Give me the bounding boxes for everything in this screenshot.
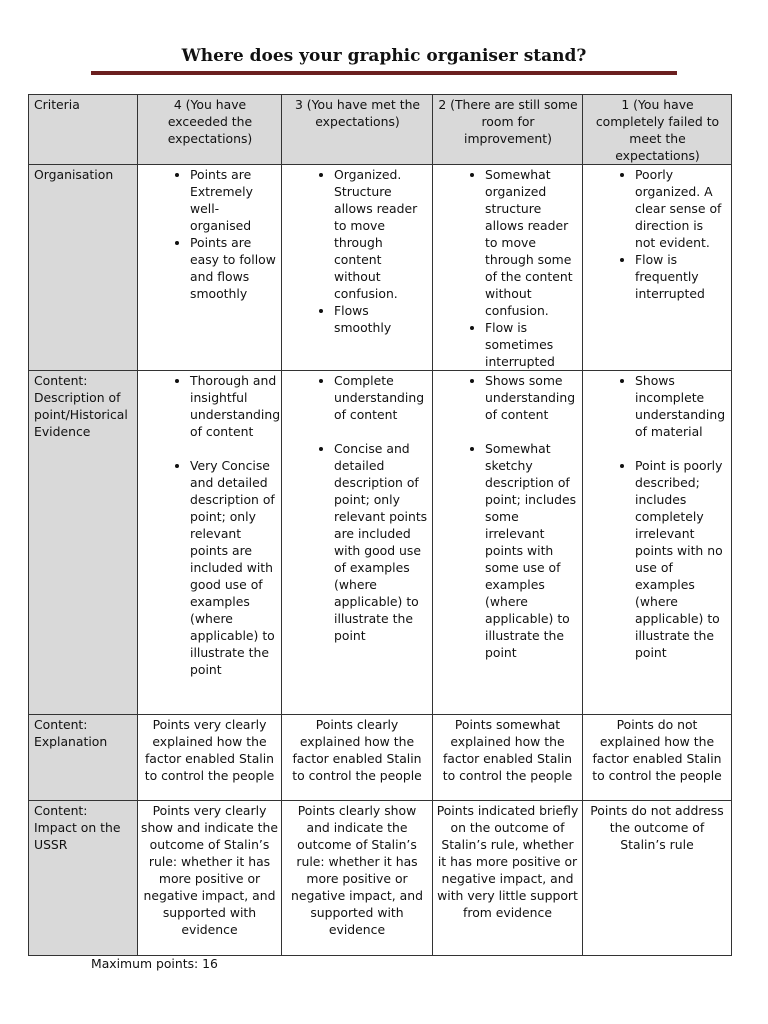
list-item: • Shows incomplete understanding of material <box>635 372 727 440</box>
header-score-4: 4 (You have exceeded the expectations) <box>138 95 282 165</box>
list-item: • Points are easy to follow and flows smoothly <box>190 234 277 302</box>
list-item: • Complete understanding of content <box>334 372 428 423</box>
cell-organisation-3 <box>282 165 433 371</box>
header-score-1: 1 (You have completely failed to meet the expectations) <box>583 95 732 165</box>
rubric-table <box>28 94 732 956</box>
list-item: • Very Concise and detailed description of point; only relevant points are included with good use of examples (where applicable) to illustrate the point <box>190 457 277 678</box>
criterion-organisation: Organisation <box>29 165 138 371</box>
list-item: • Flow is sometimes interrupted <box>485 319 578 370</box>
list-item: • Point is poorly described; includes completely irrelevant points with no use of examples (where applicable) to illustrate the point <box>635 457 727 661</box>
cell-description-3 <box>282 371 433 715</box>
list-item: • Organized. Structure allows reader to move through content without confusion. <box>334 166 428 302</box>
title-underline <box>91 71 677 75</box>
cell-explanation-1: Points do not explained how the factor enabled Stalin to control the people <box>583 715 732 801</box>
cell-impact-1: Points do not address the outcome of Stalin’s rule <box>583 801 732 956</box>
list-item: • Concise and detailed description of point; only relevant points are included with good use of examples (where applicable) to illustrate the point <box>334 440 428 644</box>
cell-explanation-4: Points very clearly explained how the factor enabled Stalin to control the people <box>138 715 282 801</box>
list-item: • Shows some understanding of content <box>485 372 578 423</box>
cell-impact-2: Points indicated briefly on the outcome of Stalin’s rule, whether it has more positive or negative impact, and with very little support from evidence <box>433 801 583 956</box>
cell-organisation-2 <box>433 165 583 371</box>
criterion-description: Content: Description of point/Historical Evidence <box>29 371 138 715</box>
cell-explanation-2: Points somewhat explained how the factor enabled Stalin to control the people <box>433 715 583 801</box>
row-description <box>29 371 732 715</box>
criterion-explanation: Content: Explanation <box>29 715 138 801</box>
criterion-impact: Content: Impact on the USSR <box>29 801 138 956</box>
list-item: • Poorly organized. A clear sense of direction is not evident. <box>635 166 727 251</box>
cell-organisation-1 <box>583 165 732 371</box>
cell-explanation-3: Points clearly explained how the factor enabled Stalin to control the people <box>282 715 433 801</box>
cell-description-1 <box>583 371 732 715</box>
row-organisation <box>29 165 732 371</box>
page-title: Where does your graphic organiser stand? <box>181 46 587 66</box>
list-item: • Flow is frequently interrupted <box>635 251 727 302</box>
list-item: • Somewhat sketchy description of point; includes some irrelevant points with some use of examples (where applicable) to illustrate the point <box>485 440 578 661</box>
cell-impact-3: Points clearly show and indicate the outcome of Stalin’s rule: whether it has more positive or negative impact, and supported with evidence <box>282 801 433 956</box>
list-item: • Thorough and insightful understanding of content <box>190 372 277 440</box>
maximum-points: Maximum points: 16 <box>91 956 218 971</box>
cell-organisation-4 <box>138 165 282 371</box>
cell-description-4 <box>138 371 282 715</box>
cell-impact-4: Points very clearly show and indicate the outcome of Stalin’s rule: whether it has more positive or negative impact, and supported with evidence <box>138 801 282 956</box>
row-explanation <box>29 715 732 801</box>
row-impact <box>29 801 732 956</box>
cell-description-2 <box>433 371 583 715</box>
list-item: • Points are Extremely well-organised <box>190 166 277 234</box>
header-criteria: Criteria <box>29 95 138 165</box>
list-item: • Somewhat organized structure allows reader to move through some of the content without confusion. <box>485 166 578 319</box>
header-score-2: 2 (There are still some room for improvement) <box>433 95 583 165</box>
list-item: • Flows smoothly <box>334 302 428 336</box>
header-score-3: 3 (You have met the expectations) <box>282 95 433 165</box>
header-row <box>29 95 732 165</box>
